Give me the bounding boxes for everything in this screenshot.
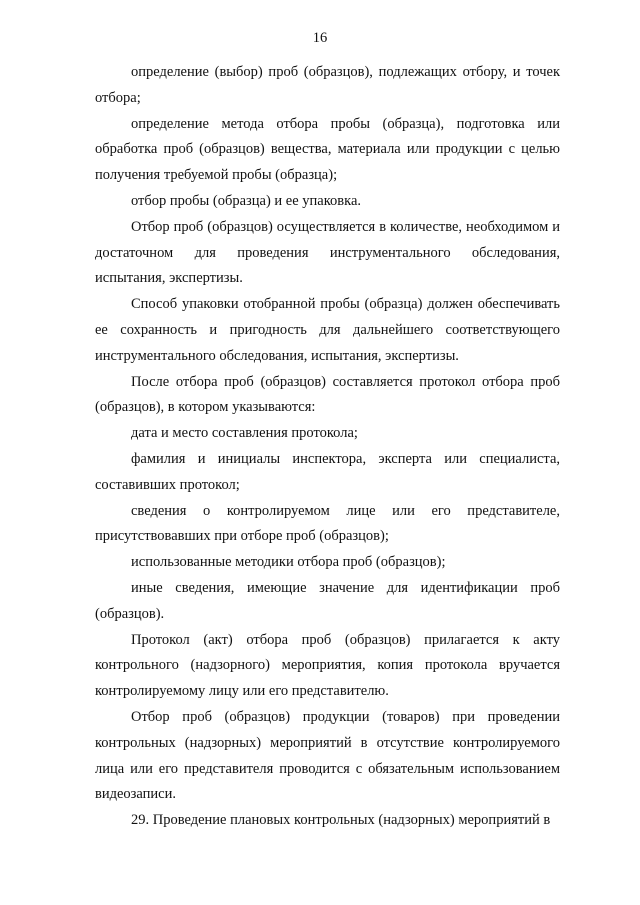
paragraph: определение метода отбора пробы (образца), подготовка или обработка проб (образцов) вещества, материала или продукции с целью получения требуемой пробы (образца); — [95, 115, 560, 184]
paragraph: иные сведения, имеющие значение для идентификации проб (образцов). — [95, 579, 560, 622]
paragraph: сведения о контролируемом лице или его представителе, присутствовавших при отборе проб (образцов); — [95, 502, 560, 545]
paragraph: Протокол (акт) отбора проб (образцов) прилагается к акту контрольного (надзорного) мероприятия, копия протокола вручается контролируемому лицу или его представителю. — [95, 631, 560, 700]
paragraph: Способ упаковки отобранной пробы (образца) должен обеспечивать ее сохранность и пригодность для дальнейшего соответствующего инструментального обследования, испытания, экспертизы. — [95, 296, 560, 364]
paragraph: фамилия и инициалы инспектора, эксперта или специалиста, составивших протокол; — [95, 450, 560, 493]
paragraph: После отбора проб (образцов) составляется протокол отбора проб (образцов), в котором указываются: — [95, 373, 560, 416]
paragraph: отбор пробы (образца) и ее упаковка. — [131, 192, 362, 209]
paragraph: Отбор проб (образцов) продукции (товаров) при проведении контрольных (надзорных) мероприятий в отсутствие контролируемого лица или его представителя проводится с обязательным использованием видеозаписи. — [95, 708, 560, 803]
paragraph: использованные методики отбора проб (образцов); — [131, 554, 446, 571]
paragraph: 29. Проведение плановых контрольных (надзорных) мероприятий в — [131, 812, 551, 829]
page-number: 16 — [312, 30, 328, 46]
paragraph: Отбор проб (образцов) осуществляется в количестве, необходимом и достаточном для проведения инструментального обследования, испытания, экспертизы. — [95, 218, 560, 287]
paragraph: дата и место составления протокола; — [131, 425, 358, 442]
document-body — [95, 60, 560, 834]
paragraph: определение (выбор) проб (образцов), подлежащих отбору, и точек отбора; — [95, 64, 560, 106]
